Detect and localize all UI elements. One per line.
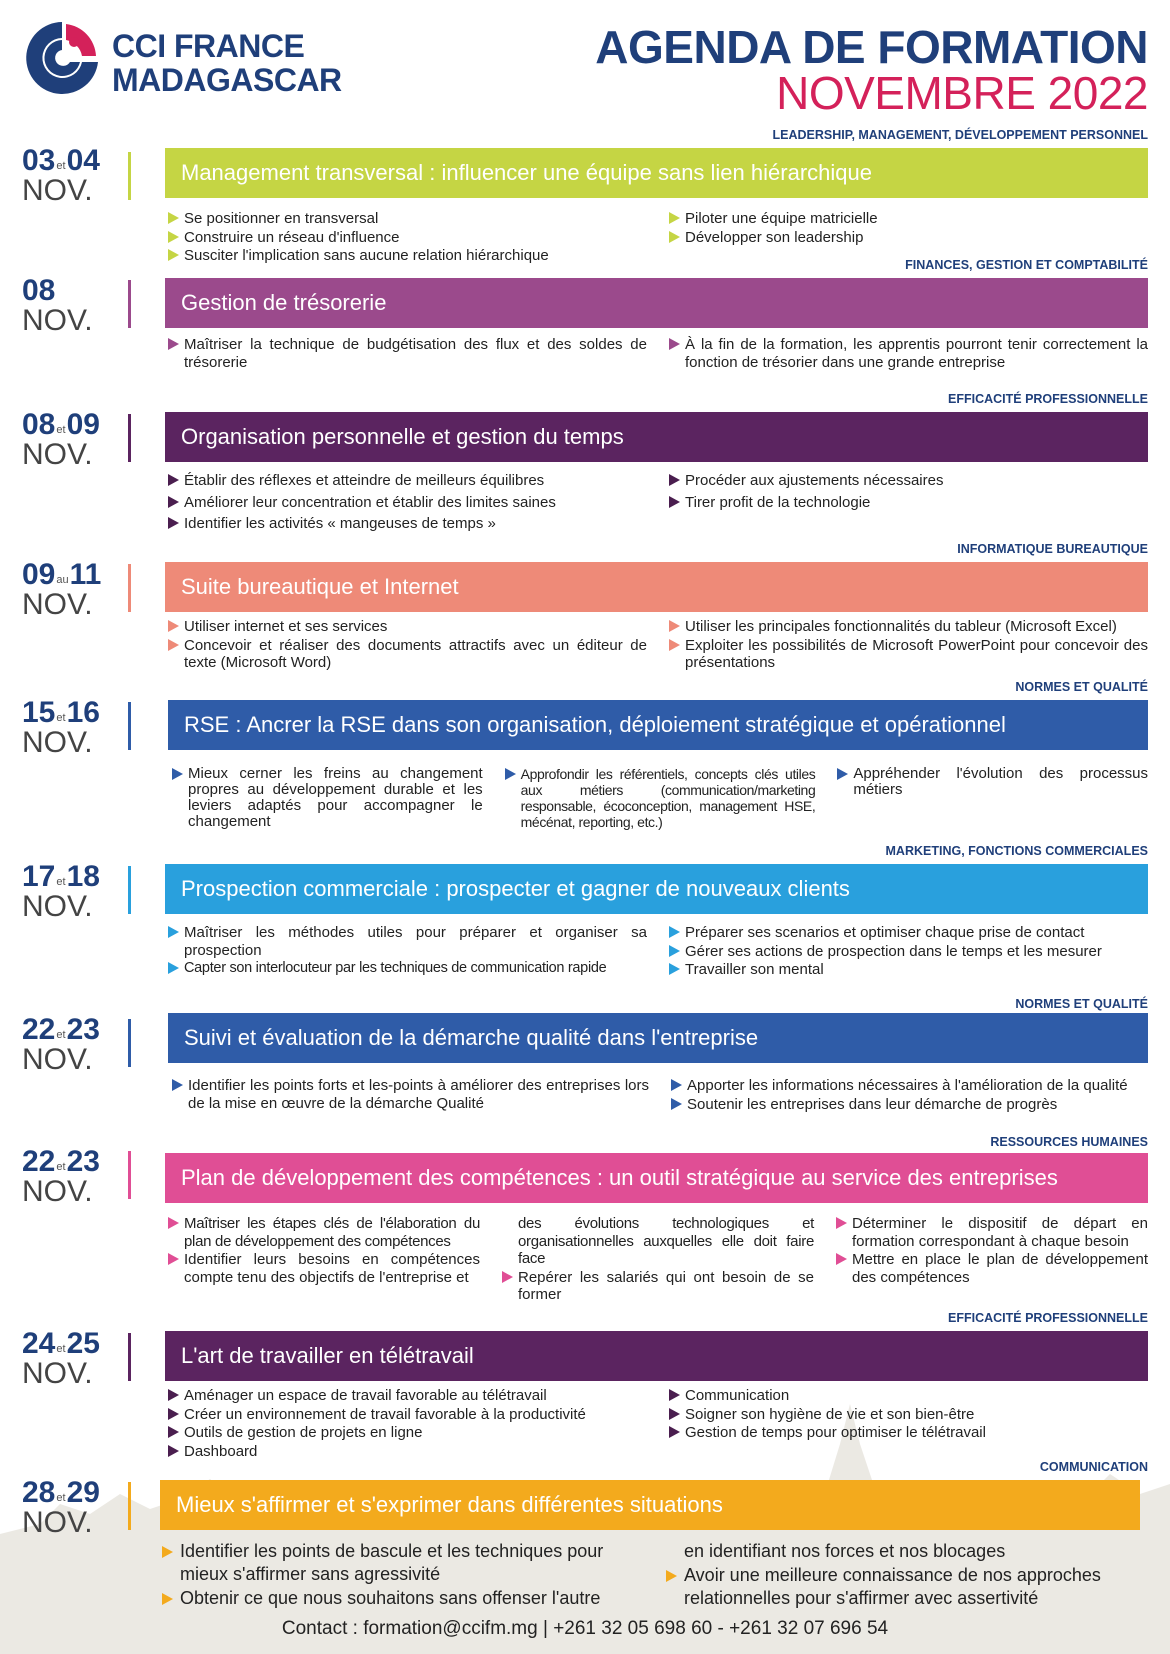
objective-item: Gérer ses actions de prospection dans le temps et les mesurer [669, 943, 1148, 961]
objective-item: Obtenir ce que nous souhaitons sans offenser l'autre [162, 1587, 644, 1610]
bullet-triangle-icon [669, 1389, 680, 1401]
session-date [22, 1145, 100, 1208]
bullet-triangle-icon [168, 639, 179, 651]
bullet-triangle-icon [671, 1079, 682, 1091]
date-day-start: 17 [22, 860, 56, 893]
bullet-triangle-icon [505, 768, 516, 780]
bullet-triangle-icon [669, 963, 680, 975]
bullet-triangle-icon [168, 1217, 179, 1229]
bullet-triangle-icon [168, 1445, 179, 1457]
objective-item: Outils de gestion de projets en ligne [168, 1424, 647, 1442]
bullet-triangle-icon [168, 249, 179, 261]
bullet-triangle-icon [168, 962, 179, 974]
date-separator: et [56, 160, 66, 172]
date-day-end: 04 [66, 144, 100, 177]
objective-item: Construire un réseau d'influence [168, 229, 647, 247]
session-objectives [168, 336, 1148, 372]
objectives-column [837, 766, 1148, 831]
date-day-start: 28 [22, 1476, 56, 1509]
bullet-triangle-icon [836, 1253, 847, 1265]
bullet-triangle-icon [666, 1570, 677, 1582]
objective-item: Créer un environnement de travail favorable à la productivité [168, 1406, 647, 1424]
bullet-triangle-icon [168, 620, 179, 632]
session-category: EFFICACITÉ PROFESSIONNELLE [947, 392, 1148, 406]
date-day-end: 23 [66, 1145, 100, 1178]
session-title-band: Plan de développement des compétences : un outil stratégique au service des entreprises [165, 1153, 1148, 1203]
objective-item: Apporter les informations nécessaires à l'amélioration de la qualité [671, 1077, 1148, 1095]
session-date [22, 1327, 100, 1390]
session-date [22, 558, 102, 621]
objectives-column [168, 1387, 669, 1461]
objective-item: Identifier les points forts et les-points à améliorer des entreprises lors de la mise en œuvre de la démarche Qualité [172, 1077, 649, 1112]
date-day-end: 09 [66, 408, 100, 441]
date-divider [128, 866, 131, 914]
cci-logo [22, 18, 342, 108]
date-day-end: 29 [66, 1476, 100, 1509]
bullet-triangle-icon [168, 1389, 179, 1401]
bullet-triangle-icon [168, 1253, 179, 1265]
objectives-column [502, 1215, 836, 1305]
bullet-triangle-icon [837, 768, 848, 780]
session-category: EFFICACITÉ PROFESSIONNELLE [947, 1311, 1148, 1325]
objective-item: Maîtriser les méthodes utiles pour préparer et organiser sa prospection [168, 924, 647, 959]
bullet-triangle-icon [162, 1593, 173, 1605]
session-objectives [172, 766, 1148, 831]
date-day-end: 11 [69, 558, 102, 591]
date-month: NOV. [22, 1175, 93, 1208]
objectives-column [168, 1215, 502, 1305]
objectives-column [172, 766, 505, 831]
objective-item: Identifier les activités « mangeuses de temps » [168, 515, 647, 533]
date-month: NOV. [22, 726, 93, 759]
date-month: NOV. [22, 174, 93, 207]
objective-item: Utiliser internet et ses services [168, 618, 647, 636]
logo-text-line2: MADAGASCAR [112, 62, 342, 98]
bullet-triangle-icon [168, 474, 179, 486]
objective-item: Mettre en place le plan de développement des compétences [836, 1251, 1148, 1286]
objectives-column [669, 1387, 1148, 1461]
objectives-column [666, 1540, 1148, 1611]
session-date [22, 144, 100, 207]
objective-item: Capter son interlocuteur par les techniques de communication rapide [168, 960, 647, 978]
bullet-triangle-icon [669, 926, 680, 938]
date-day-end: 25 [66, 1327, 100, 1360]
objective-item: Piloter une équipe matricielle [669, 210, 1148, 228]
session-date [22, 274, 93, 337]
session-title-band: RSE : Ancrer la RSE dans son organisation, déploiement stratégique et opérationnel [168, 700, 1148, 750]
objectives-column [505, 766, 838, 831]
session-title-band: Management transversal : influencer une équipe sans lien hiérarchique [165, 148, 1148, 198]
objective-item: Maîtriser la technique de budgétisation des flux et des soldes de trésorerie [168, 336, 647, 371]
bullet-triangle-icon [669, 1426, 680, 1438]
date-separator: et [56, 1492, 66, 1504]
session-objectives [168, 618, 1148, 673]
date-day-start: 22 [22, 1013, 56, 1046]
bullet-triangle-icon [168, 1426, 179, 1438]
session-title-band: Suivi et évaluation de la démarche qualité dans l'entreprise [168, 1013, 1148, 1063]
objectives-column [168, 336, 669, 372]
objective-item: Procéder aux ajustements nécessaires [669, 472, 1148, 490]
objectives-column [168, 210, 669, 266]
date-separator: et [56, 424, 66, 436]
page-title: AGENDA DE FORMATION [595, 21, 1148, 73]
session-objectives [168, 1387, 1148, 1461]
objectives-column [669, 618, 1148, 673]
objective-item: Se positionner en transversal [168, 210, 647, 228]
objective-item: Soigner son hygiène de vie et son bien-être [669, 1406, 1148, 1424]
bullet-triangle-icon [669, 620, 680, 632]
date-divider [128, 280, 131, 328]
bullet-triangle-icon [168, 517, 179, 529]
date-separator: et [56, 712, 66, 724]
session-category: INFORMATIQUE BUREAUTIQUE [957, 542, 1148, 556]
session-date [22, 1013, 100, 1076]
objective-item: Améliorer leur concentration et établir des limites saines [168, 494, 647, 512]
date-month: NOV. [22, 1357, 93, 1390]
objective-item: Mieux cerner les freins au changement propres au développement durable et les leviers adaptés pour accompagner le changement [172, 766, 483, 830]
objective-item: Soutenir les entreprises dans leur démarche de progrès [671, 1096, 1148, 1114]
session-title-band: L'art de travailler en télétravail [165, 1331, 1148, 1381]
date-day-end: 23 [66, 1013, 100, 1046]
session-title-band: Mieux s'affirmer et s'exprimer dans différentes situations [160, 1480, 1140, 1530]
bullet-triangle-icon [669, 338, 680, 350]
date-day-start: 08 [22, 408, 56, 441]
objectives-column [671, 1077, 1148, 1114]
objectives-column [168, 618, 669, 673]
session-category: COMMUNICATION [1039, 1460, 1148, 1474]
bullet-triangle-icon [669, 1408, 680, 1420]
objective-item: Travailler son mental [669, 961, 1148, 979]
date-day-start: 24 [22, 1327, 56, 1360]
session-objectives [168, 1215, 1148, 1305]
session-objectives [162, 1540, 1148, 1611]
session-category: NORMES ET QUALITÉ [1015, 680, 1148, 694]
session-objectives [168, 472, 1148, 534]
objective-item: Approfondir les référentiels, concepts clés utiles aux métiers (communication/marketing responsable, écoconception, management HSE, mécénat, reporting, etc.) [505, 766, 816, 830]
objective-item: À la fin de la formation, les apprentis pourront tenir correctement la fonction de trésorier dans une grande entreprise [669, 336, 1148, 371]
objective-item: Gestion de temps pour optimiser le télétravail [669, 1424, 1148, 1442]
page-subtitle: NOVEMBRE 2022 [776, 67, 1148, 119]
objective-item: Préparer ses scenarios et optimiser chaque prise de contact [669, 924, 1148, 942]
objectives-column [669, 924, 1148, 980]
bullet-triangle-icon [168, 231, 179, 243]
objective-item: Utiliser les principales fonctionnalités du tableur (Microsoft Excel) [669, 618, 1148, 636]
bullet-triangle-icon [168, 212, 179, 224]
bullet-triangle-icon [669, 212, 680, 224]
objective-item: en identifiant nos forces et nos blocages [684, 1541, 1006, 1561]
date-divider [128, 1333, 131, 1381]
date-separator: et [56, 1161, 66, 1173]
bullet-triangle-icon [669, 496, 680, 508]
objective-item: Susciter l'implication sans aucune relation hiérarchique [168, 247, 647, 265]
date-divider [128, 564, 131, 612]
bullet-triangle-icon [162, 1546, 173, 1558]
date-day-start: 22 [22, 1145, 56, 1178]
date-divider [128, 1482, 131, 1530]
objective-item: Tirer profit de la technologie [669, 494, 1148, 512]
objective-item: Appréhender l'évolution des processus métiers [837, 766, 1148, 798]
date-divider [128, 414, 131, 462]
date-month: NOV. [22, 1043, 93, 1076]
objectives-column [168, 472, 669, 534]
objective-item: Concevoir et réaliser des documents attractifs avec un éditeur de texte (Microsoft Word) [168, 637, 647, 672]
date-month: NOV. [22, 588, 93, 621]
objective-item: Identifier leurs besoins en compétences compte tenu des objectifs de l'entreprise et [168, 1251, 480, 1286]
objective-item: Communication [669, 1387, 1148, 1405]
bullet-triangle-icon [168, 338, 179, 350]
objectives-column [162, 1540, 666, 1611]
date-separator: au [56, 574, 69, 586]
date-day-start: 08 [22, 274, 56, 307]
date-divider [128, 702, 131, 750]
date-separator: et [56, 1343, 66, 1355]
objective-item: des évolutions technologiques et organisationnelles auxquelles elle doit faire face [518, 1215, 814, 1267]
bullet-triangle-icon [669, 639, 680, 651]
session-objectives [168, 924, 1148, 980]
session-title-band: Prospection commerciale : prospecter et gagner de nouveaux clients [165, 864, 1148, 914]
session-title-band: Suite bureautique et Internet [165, 562, 1148, 612]
objective-item: Déterminer le dispositif de départ en formation correspondant à chaque besoin [836, 1215, 1148, 1250]
bullet-triangle-icon [836, 1217, 847, 1229]
date-divider [128, 152, 131, 200]
contact-line: Contact : formation@ccifm.mg | +261 32 05 698 60 - +261 32 07 696 54 [281, 1618, 889, 1639]
objectives-column [836, 1215, 1148, 1305]
objectives-column [669, 472, 1148, 534]
date-day-end: 16 [66, 696, 100, 729]
date-day-start: 15 [22, 696, 56, 729]
session-date [22, 1476, 100, 1539]
date-day-start: 09 [22, 558, 56, 591]
date-divider [128, 1151, 131, 1199]
cci-logo-mark [22, 18, 102, 98]
date-month: NOV. [22, 890, 93, 923]
bullet-triangle-icon [168, 496, 179, 508]
session-category: MARKETING, FONCTIONS COMMERCIALES [885, 844, 1148, 858]
objective-item: Maîtriser les étapes clés de l'élaboration du plan de développement des compétences [168, 1215, 480, 1250]
session-date [22, 408, 100, 471]
date-day-start: 03 [22, 144, 56, 177]
date-separator: et [56, 876, 66, 888]
bullet-triangle-icon [669, 474, 680, 486]
objective-item: Identifier les points de bascule et les techniques pour mieux s'affirmer sans agressivité [162, 1540, 644, 1586]
session-category: LEADERSHIP, MANAGEMENT, DÉVELOPPEMENT PERSONNEL [772, 128, 1148, 142]
bullet-triangle-icon [168, 1408, 179, 1420]
session-date [22, 696, 100, 759]
objective-item: Aménager un espace de travail favorable au télétravail [168, 1387, 647, 1405]
date-month: NOV. [22, 438, 93, 471]
session-date [22, 860, 100, 923]
date-divider [128, 1019, 131, 1067]
date-separator: et [56, 1029, 66, 1041]
objective-item: Avoir une meilleure connaissance de nos approches relationnelles pour s'affirmer avec assertivité [666, 1564, 1148, 1610]
session-category: NORMES ET QUALITÉ [1015, 997, 1148, 1011]
objectives-column [669, 336, 1148, 372]
bullet-triangle-icon [502, 1271, 513, 1283]
session-title-band: Organisation personnelle et gestion du temps [165, 412, 1148, 462]
logo-text-line1: CCI FRANCE [112, 28, 305, 64]
date-month: NOV. [22, 304, 93, 337]
objective-item: Développer son leadership [669, 229, 1148, 247]
objectives-column [168, 924, 669, 980]
session-category: FINANCES, GESTION ET COMPTABILITÉ [905, 258, 1148, 272]
objective-item: Établir des réflexes et atteindre de meilleurs équilibres [168, 472, 647, 490]
objectives-column [172, 1077, 671, 1114]
bullet-triangle-icon [671, 1098, 682, 1110]
session-title-band: Gestion de trésorerie [165, 278, 1148, 328]
date-month: NOV. [22, 1506, 93, 1539]
objective-item: Dashboard [168, 1443, 647, 1461]
objective-item: Exploiter les possibilités de Microsoft PowerPoint pour concevoir des présentations [669, 637, 1148, 672]
objective-item: Repérer les salariés qui ont besoin de se former [502, 1269, 814, 1304]
bullet-triangle-icon [168, 926, 179, 938]
bullet-triangle-icon [669, 231, 680, 243]
bullet-triangle-icon [669, 945, 680, 957]
date-day-end: 18 [66, 860, 100, 893]
session-objectives [172, 1077, 1148, 1114]
bullet-triangle-icon [172, 1079, 183, 1091]
bullet-triangle-icon [172, 768, 183, 780]
session-category: RESSOURCES HUMAINES [990, 1135, 1148, 1149]
